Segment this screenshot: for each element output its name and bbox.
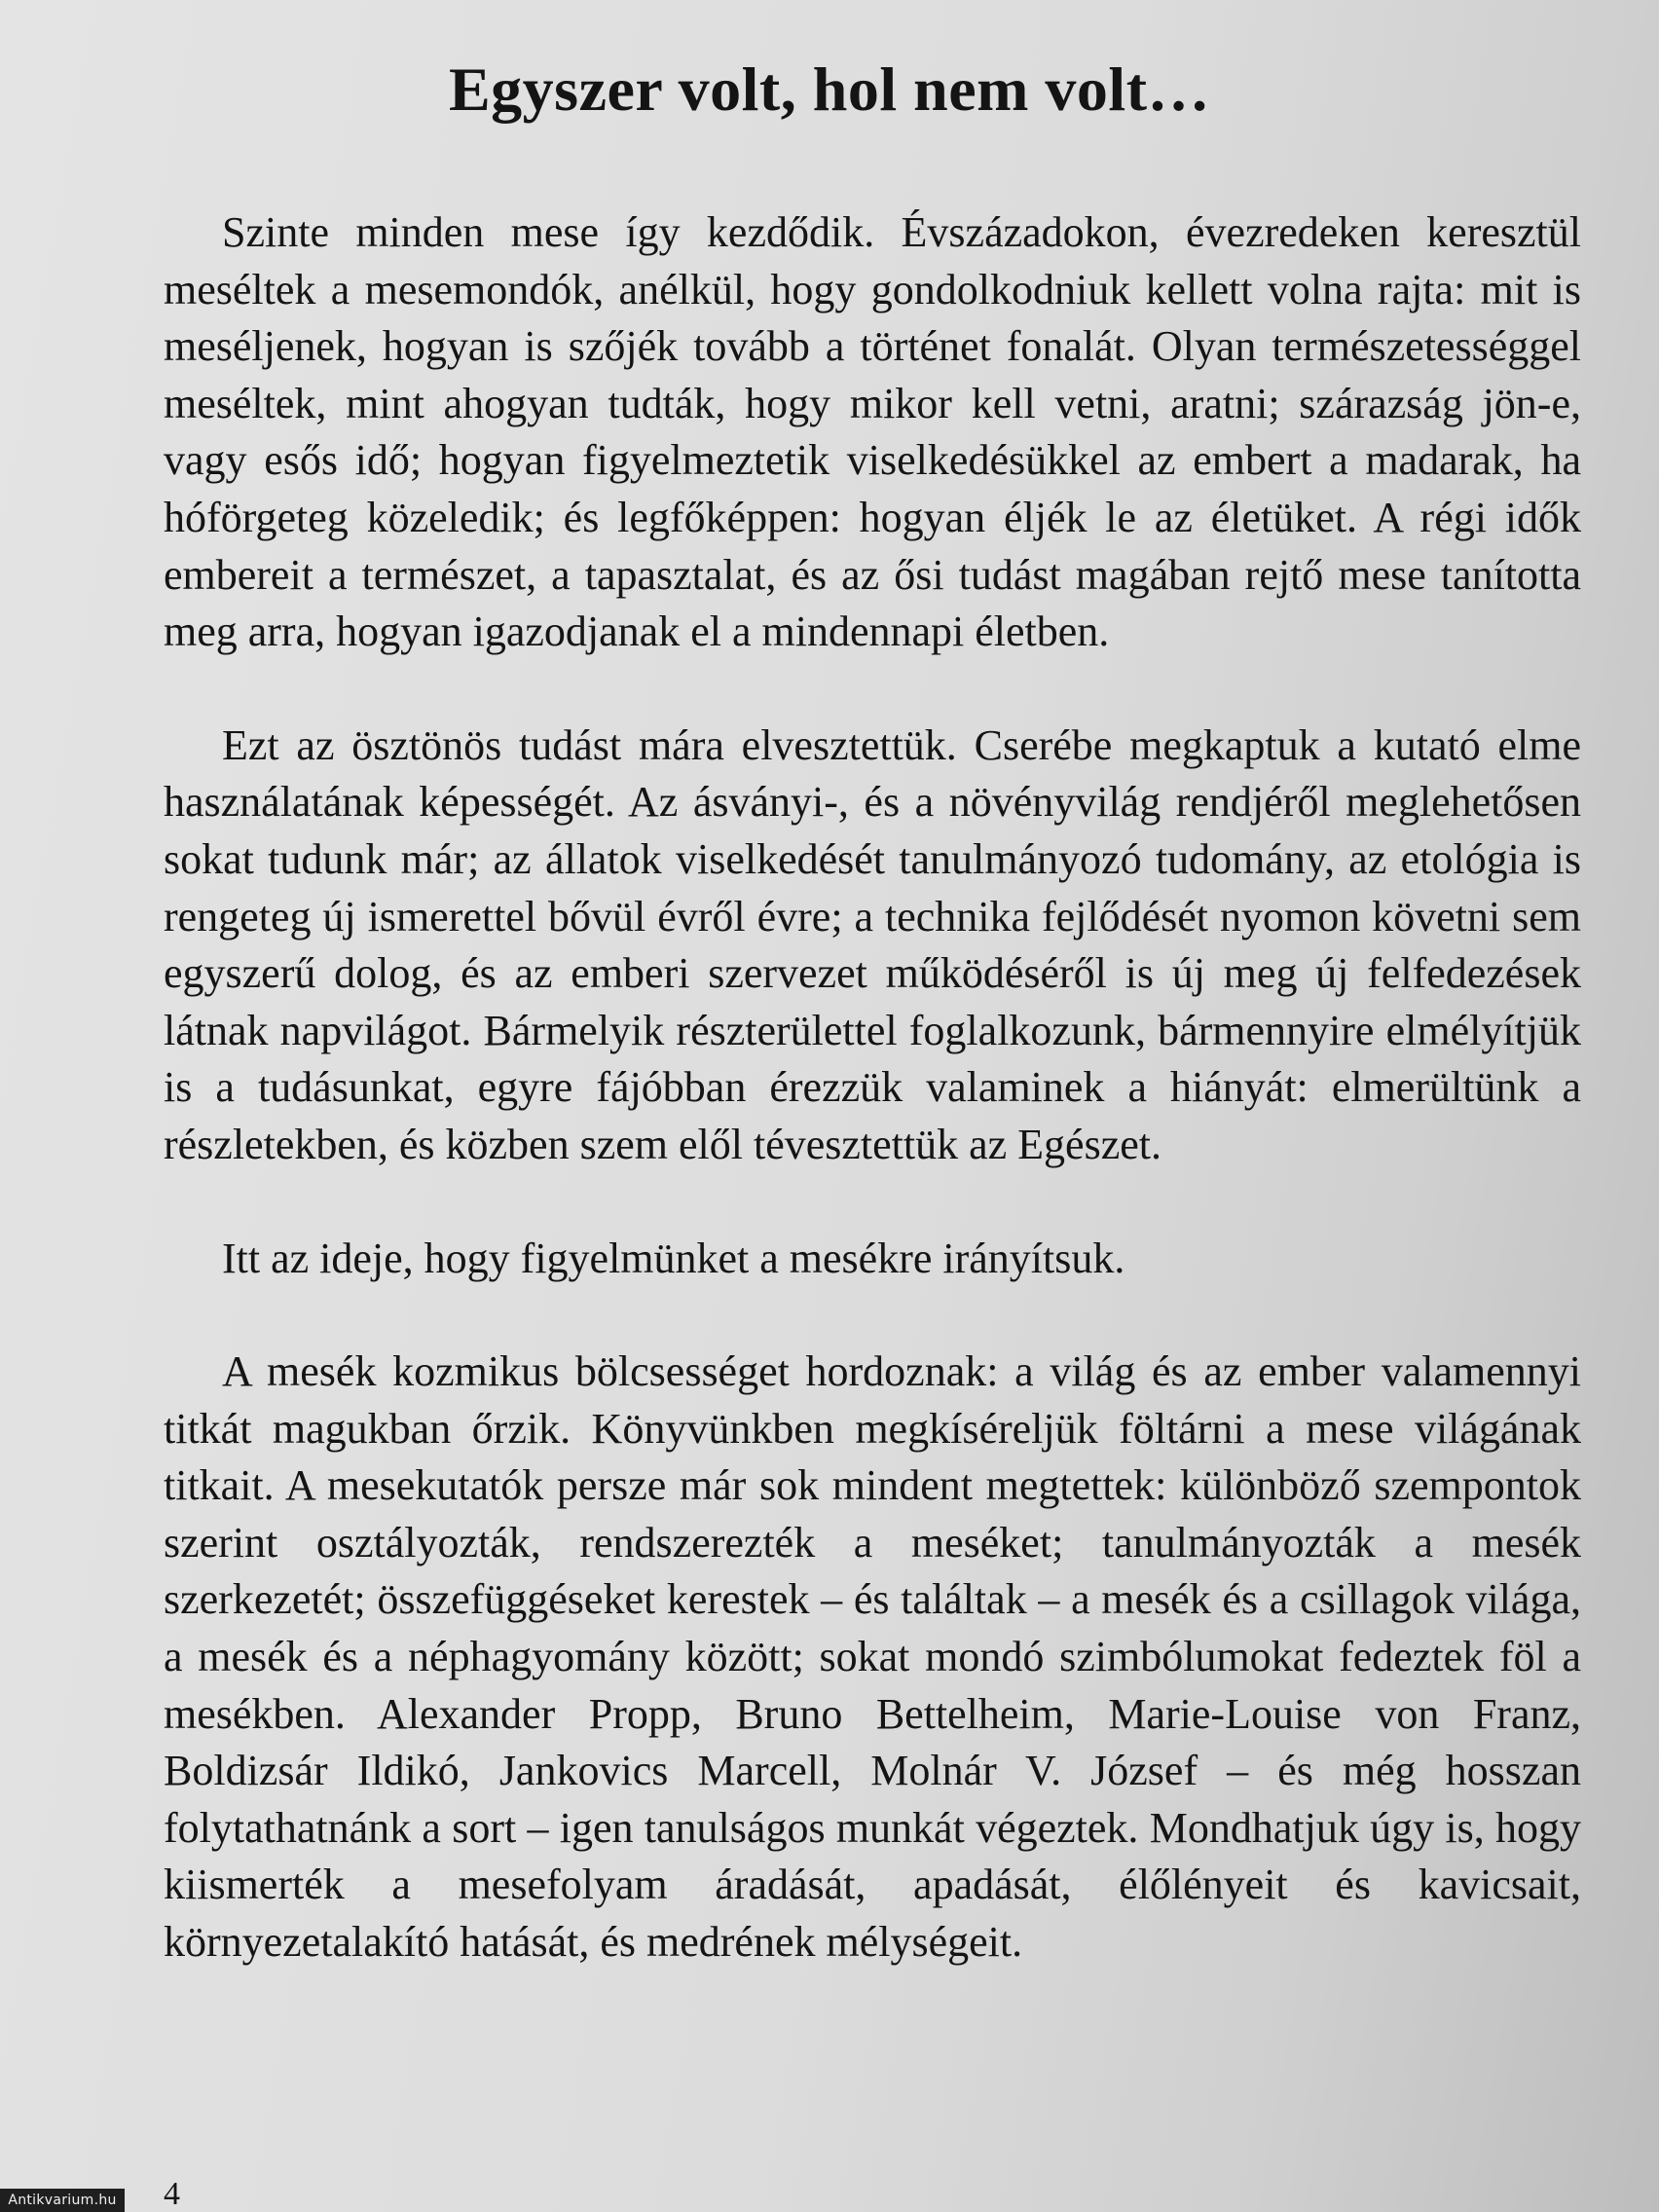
watermark: Antikvarium.hu <box>0 2189 125 2212</box>
body-text <box>164 204 1581 1972</box>
paragraph-4: A mesék kozmikus bölcsességet hordoznak: a világ és az ember valamennyi titkát magukban őrzik. Könyvünkben megkíséreljük föltárni a mese világának titkait. A mesekutatók persze már sok mindent megtettek: különböző szempontok szerint osztályozták, rendszerezték a meséket; tanulmányozták a mesék szerkezetét; összefüggéseket kerestek – és találtak – a mesék és a csillagok világa, a mesék és a néphagyomány között; sokat mondó szimbólumokat fedeztek föl a mesékben. Alexander Propp, Bruno Bettelheim, Marie-Louise von Franz, Boldizsár Ildikó, Jankovics Marcell, Molnár V. József – és még hosszan folytathatnánk a sort – igen tanulságos munkát végeztek. Mondhatjuk úgy is, hogy kiismerték a mesefolyam áradását, apadását, élőlényeit és kavicsait, környezetalakító hatását, és medrének mélységeit. <box>164 1347 1581 1967</box>
page-number: 4 <box>164 2176 180 2212</box>
paragraph-1: Szinte minden mese így kezdődik. Évszázadokon, évezredeken keresztül meséltek a mesemondók, anélkül, hogy gondolkodniuk kellett volna rajta: mit is meséljenek, hogyan is szőjék tovább a történet fonalát. Olyan természetességgel meséltek, mint ahogyan tudták, hogy mikor kell vetni, aratni; szárazság jön-e, vagy esős idő; hogyan figyelmeztetik viselkedésükkel az embert a madarak, ha hóförgeteg közeledik; és legfőképpen: hogyan éljék le az életüket. A régi idők embereit a természet, a tapasztalat, és az ősi tudást magában rejtő mese tanította meg arra, hogyan igazodjanak el a mindennapi életben. <box>164 208 1581 656</box>
paragraph-3: Itt az ideje, hogy figyelmünket a mesékre irányítsuk. <box>222 1234 1125 1282</box>
paragraph-2: Ezt az ösztönös tudást mára elvesztettük. Cserébe megkaptuk a kutató elme használatának képességét. Az ásványi-, és a növényvilág rendjéről meglehetősen sokat tudunk már; az állatok viselkedését tanulmányozó tudomány, az etológia is rengeteg új ismerettel bővül évről évre; a technika fejlődését nyomon követni sem egyszerű dolog, és az emberi szervezet működéséről is új meg új felfedezések látnak napvilágot. Bármelyik részterülettel foglalkozunk, bármennyire elmélyítjük is a tudásunkat, egyre fájóbban érezzük valaminek a hiányát: elmerültünk a részletekben, és közben szem elől tévesztettük az Egészet. <box>164 720 1581 1168</box>
chapter-title: Egyszer volt, hol nem volt… <box>448 55 1211 124</box>
